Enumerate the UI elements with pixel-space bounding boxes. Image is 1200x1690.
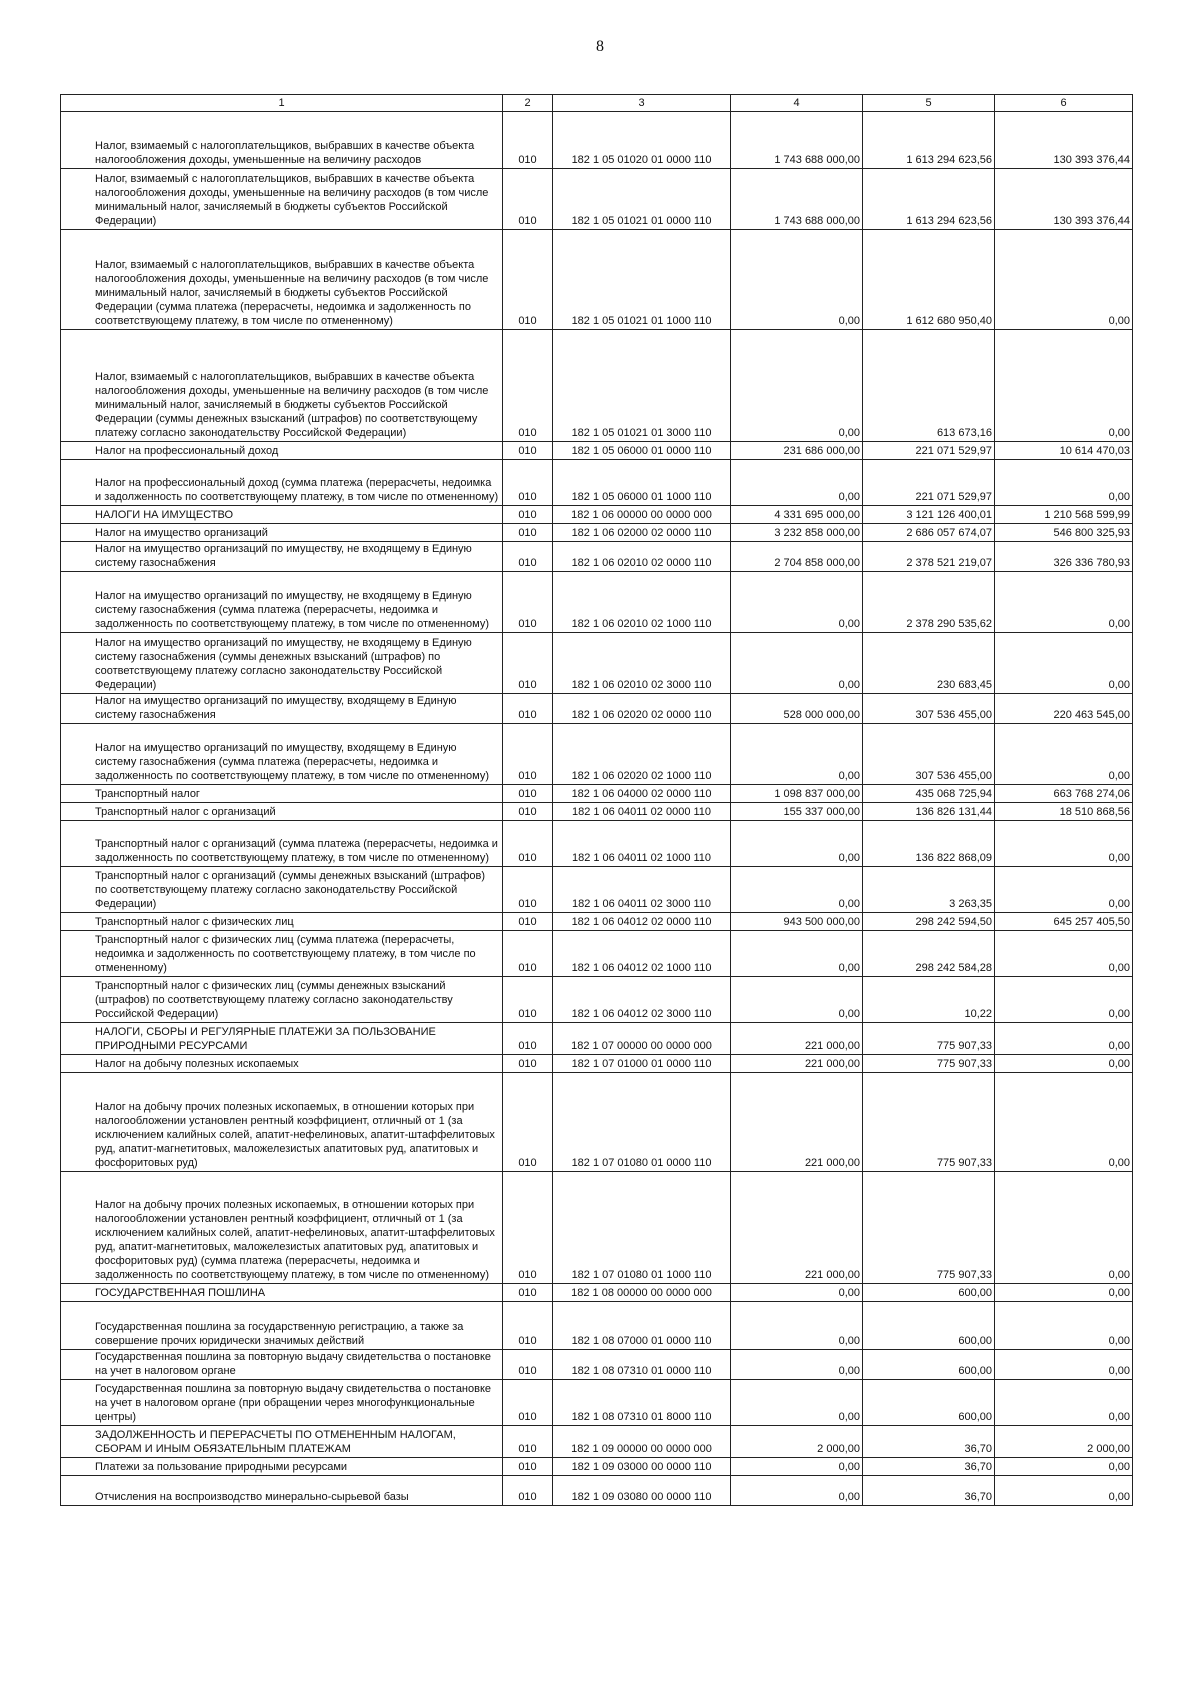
table-row <box>61 1073 1133 1172</box>
row-approved-amount-cell: 528 000 000,00 <box>731 694 863 724</box>
row-executed-amount-cell: 1 612 680 950,40 <box>863 230 995 330</box>
row-name-cell: Налог на имущество организаций <box>61 524 503 542</box>
row-unexecuted-amount-cell: 0,00 <box>995 460 1133 506</box>
table-row <box>61 1476 1133 1506</box>
row-executed-amount-cell: 36,70 <box>863 1458 995 1476</box>
row-approved-amount-cell: 1 098 837 000,00 <box>731 785 863 803</box>
row-executed-amount-cell: 435 068 725,94 <box>863 785 995 803</box>
row-executed-amount-cell: 775 907,33 <box>863 1055 995 1073</box>
row-executed-amount-cell: 600,00 <box>863 1350 995 1380</box>
row-name-cell: Транспортный налог с физических лиц (сумма платежа (перерасчеты, недоимка и задолженность по соответствующему платежу, в том числе по отмененному) <box>61 931 503 977</box>
row-classification-code-cell: 182 1 06 00000 00 0000 000 <box>553 506 731 524</box>
row-approved-amount-cell: 221 000,00 <box>731 1172 863 1284</box>
table-row <box>61 913 1133 931</box>
row-name-cell: Налог, взимаемый с налогоплательщиков, выбравших в качестве объекта налогообложения доходы, уменьшенные на величину расходов (в том числе минимальный налог, зачисляемый в бюджеты субъектов Российской Федерации) <box>61 169 503 230</box>
row-classification-code-cell: 182 1 08 07310 01 0000 110 <box>553 1350 731 1380</box>
row-unexecuted-amount-cell: 0,00 <box>995 1476 1133 1506</box>
row-unexecuted-amount-cell: 130 393 376,44 <box>995 112 1133 169</box>
row-unexecuted-amount-cell: 0,00 <box>995 572 1133 633</box>
table-row <box>61 931 1133 977</box>
row-approved-amount-cell: 0,00 <box>731 1476 863 1506</box>
table-row <box>61 803 1133 821</box>
row-classification-code-cell: 182 1 06 02010 02 1000 110 <box>553 572 731 633</box>
table-row <box>61 1055 1133 1073</box>
table-row <box>61 1172 1133 1284</box>
row-classification-code-cell: 182 1 05 01020 01 0000 110 <box>553 112 731 169</box>
row-name-cell: Налог, взимаемый с налогоплательщиков, выбравших в качестве объекта налогообложения доходы, уменьшенные на величину расходов (в том числе минимальный налог, зачисляемый в бюджеты субъектов Российской Федерации (суммы денежных взысканий (штрафов) по соответствующему платежу согласно законодательству Российской Федерации) <box>61 330 503 442</box>
row-line-code-cell: 010 <box>503 572 553 633</box>
row-line-code-cell: 010 <box>503 330 553 442</box>
row-approved-amount-cell: 231 686 000,00 <box>731 442 863 460</box>
table-row <box>61 1302 1133 1350</box>
row-name-cell: НАЛОГИ, СБОРЫ И РЕГУЛЯРНЫЕ ПЛАТЕЖИ ЗА ПОЛЬЗОВАНИЕ ПРИРОДНЫМИ РЕСУРСАМИ <box>61 1023 503 1055</box>
row-unexecuted-amount-cell: 0,00 <box>995 724 1133 785</box>
table-row <box>61 442 1133 460</box>
row-executed-amount-cell: 298 242 594,50 <box>863 913 995 931</box>
table-row <box>61 1380 1133 1426</box>
row-line-code-cell: 010 <box>503 1023 553 1055</box>
row-name-cell: Налог на имущество организаций по имуществу, не входящему в Единую систему газоснабжения (суммы денежных взысканий (штрафов) по соответствующему платежу согласно законодательству Российской Федерации) <box>61 633 503 694</box>
table-row <box>61 821 1133 867</box>
row-classification-code-cell: 182 1 06 04000 02 0000 110 <box>553 785 731 803</box>
row-name-cell: Государственная пошлина за повторную выдачу свидетельства о постановке на учет в налоговом органе <box>61 1350 503 1380</box>
row-approved-amount-cell: 221 000,00 <box>731 1073 863 1172</box>
row-name-cell: Государственная пошлина за повторную выдачу свидетельства о постановке на учет в налоговом органе (при обращении через многофункциональные центры) <box>61 1380 503 1426</box>
row-approved-amount-cell: 1 743 688 000,00 <box>731 112 863 169</box>
row-line-code-cell: 010 <box>503 1302 553 1350</box>
row-executed-amount-cell: 1 613 294 623,56 <box>863 112 995 169</box>
row-line-code-cell: 010 <box>503 1073 553 1172</box>
row-name-cell: Налог на имущество организаций по имуществу, входящему в Единую систему газоснабжения (сумма платежа (перерасчеты, недоимка и задолженность по соответствующему платежу, в том числе по отмененному) <box>61 724 503 785</box>
row-name-cell: Налог на имущество организаций по имуществу, входящему в Единую систему газоснабжения <box>61 694 503 724</box>
row-executed-amount-cell: 230 683,45 <box>863 633 995 694</box>
row-name-cell: Налог на имущество организаций по имуществу, не входящему в Единую систему газоснабжения <box>61 542 503 572</box>
row-approved-amount-cell: 0,00 <box>731 1458 863 1476</box>
row-unexecuted-amount-cell: 0,00 <box>995 1458 1133 1476</box>
row-name-cell: Транспортный налог с организаций (суммы денежных взысканий (штрафов) по соответствующему платежу согласно законодательству Российской Федерации) <box>61 867 503 913</box>
row-classification-code-cell: 182 1 06 02020 02 0000 110 <box>553 694 731 724</box>
row-name-cell: Налог, взимаемый с налогоплательщиков, выбравших в качестве объекта налогообложения доходы, уменьшенные на величину расходов <box>61 112 503 169</box>
column-header: 5 <box>863 95 995 112</box>
row-line-code-cell: 010 <box>503 542 553 572</box>
row-approved-amount-cell: 0,00 <box>731 230 863 330</box>
row-classification-code-cell: 182 1 06 04012 02 0000 110 <box>553 913 731 931</box>
row-executed-amount-cell: 36,70 <box>863 1476 995 1506</box>
row-approved-amount-cell: 0,00 <box>731 931 863 977</box>
column-header: 6 <box>995 95 1133 112</box>
row-line-code-cell: 010 <box>503 1172 553 1284</box>
row-line-code-cell: 010 <box>503 913 553 931</box>
row-classification-code-cell: 182 1 09 00000 00 0000 000 <box>553 1426 731 1458</box>
row-executed-amount-cell: 775 907,33 <box>863 1023 995 1055</box>
row-name-cell: Транспортный налог с организаций <box>61 803 503 821</box>
row-name-cell: Отчисления на воспроизводство минерально-сырьевой базы <box>61 1476 503 1506</box>
row-executed-amount-cell: 307 536 455,00 <box>863 694 995 724</box>
row-approved-amount-cell: 155 337 000,00 <box>731 803 863 821</box>
row-unexecuted-amount-cell: 645 257 405,50 <box>995 913 1133 931</box>
row-executed-amount-cell: 2 378 290 535,62 <box>863 572 995 633</box>
row-classification-code-cell: 182 1 06 04011 02 3000 110 <box>553 867 731 913</box>
row-line-code-cell: 010 <box>503 169 553 230</box>
row-executed-amount-cell: 1 613 294 623,56 <box>863 169 995 230</box>
table-row <box>61 785 1133 803</box>
row-line-code-cell: 010 <box>503 1476 553 1506</box>
row-executed-amount-cell: 298 242 584,28 <box>863 931 995 977</box>
row-approved-amount-cell: 2 000,00 <box>731 1426 863 1458</box>
row-executed-amount-cell: 10,22 <box>863 977 995 1023</box>
row-approved-amount-cell: 0,00 <box>731 460 863 506</box>
row-name-cell: Транспортный налог <box>61 785 503 803</box>
row-line-code-cell: 010 <box>503 803 553 821</box>
table-row <box>61 867 1133 913</box>
row-unexecuted-amount-cell: 18 510 868,56 <box>995 803 1133 821</box>
row-line-code-cell: 010 <box>503 931 553 977</box>
column-header: 3 <box>553 95 731 112</box>
table-row <box>61 506 1133 524</box>
row-classification-code-cell: 182 1 05 01021 01 3000 110 <box>553 330 731 442</box>
row-executed-amount-cell: 307 536 455,00 <box>863 724 995 785</box>
row-unexecuted-amount-cell: 10 614 470,03 <box>995 442 1133 460</box>
row-classification-code-cell: 182 1 05 06000 01 1000 110 <box>553 460 731 506</box>
row-approved-amount-cell: 221 000,00 <box>731 1023 863 1055</box>
row-approved-amount-cell: 0,00 <box>731 977 863 1023</box>
row-approved-amount-cell: 2 704 858 000,00 <box>731 542 863 572</box>
table-row <box>61 112 1133 169</box>
row-executed-amount-cell: 600,00 <box>863 1284 995 1302</box>
row-classification-code-cell: 182 1 09 03000 00 0000 110 <box>553 1458 731 1476</box>
row-line-code-cell: 010 <box>503 785 553 803</box>
row-unexecuted-amount-cell: 663 768 274,06 <box>995 785 1133 803</box>
row-name-cell: Налог на профессиональный доход <box>61 442 503 460</box>
table-row <box>61 230 1133 330</box>
row-unexecuted-amount-cell: 0,00 <box>995 1380 1133 1426</box>
row-unexecuted-amount-cell: 220 463 545,00 <box>995 694 1133 724</box>
row-executed-amount-cell: 2 378 521 219,07 <box>863 542 995 572</box>
row-name-cell: Налог на добычу прочих полезных ископаемых, в отношении которых при налогообложении установлен рентный коэффициент, отличный от 1 (за исключением калийных солей, апатит-нефелиновых, апатит-штаффелитовых руд, апатит-магнетитовых, маложелезистых апатитовых руд, апатитовых и фосфоритовых руд) (сумма платежа (перерасчеты, недоимка и задолженность по соответствующему платежу, в том числе по отмененному) <box>61 1172 503 1284</box>
table-row <box>61 1458 1133 1476</box>
row-line-code-cell: 010 <box>503 1055 553 1073</box>
row-line-code-cell: 010 <box>503 524 553 542</box>
row-approved-amount-cell: 0,00 <box>731 1284 863 1302</box>
row-unexecuted-amount-cell: 0,00 <box>995 633 1133 694</box>
row-line-code-cell: 010 <box>503 867 553 913</box>
row-executed-amount-cell: 613 673,16 <box>863 330 995 442</box>
row-classification-code-cell: 182 1 07 01000 01 0000 110 <box>553 1055 731 1073</box>
row-approved-amount-cell: 943 500 000,00 <box>731 913 863 931</box>
row-line-code-cell: 010 <box>503 1284 553 1302</box>
row-name-cell: Налог на профессиональный доход (сумма платежа (перерасчеты, недоимка и задолженность по соответствующему платежу, в том числе по отмененному) <box>61 460 503 506</box>
row-line-code-cell: 010 <box>503 112 553 169</box>
table-row <box>61 1350 1133 1380</box>
row-unexecuted-amount-cell: 0,00 <box>995 821 1133 867</box>
row-classification-code-cell: 182 1 06 04012 02 3000 110 <box>553 977 731 1023</box>
row-line-code-cell: 010 <box>503 633 553 694</box>
row-executed-amount-cell: 600,00 <box>863 1380 995 1426</box>
row-approved-amount-cell: 0,00 <box>731 1302 863 1350</box>
table-row <box>61 330 1133 442</box>
row-line-code-cell: 010 <box>503 821 553 867</box>
row-unexecuted-amount-cell: 0,00 <box>995 1302 1133 1350</box>
row-classification-code-cell: 182 1 07 01080 01 1000 110 <box>553 1172 731 1284</box>
row-line-code-cell: 010 <box>503 1458 553 1476</box>
column-number-row <box>61 95 1133 112</box>
row-unexecuted-amount-cell: 546 800 325,93 <box>995 524 1133 542</box>
table-row <box>61 1023 1133 1055</box>
row-unexecuted-amount-cell: 0,00 <box>995 230 1133 330</box>
row-line-code-cell: 010 <box>503 506 553 524</box>
row-executed-amount-cell: 3 263,35 <box>863 867 995 913</box>
table-row <box>61 694 1133 724</box>
row-line-code-cell: 010 <box>503 230 553 330</box>
table-row <box>61 524 1133 542</box>
table-row <box>61 1426 1133 1458</box>
row-classification-code-cell: 182 1 06 04012 02 1000 110 <box>553 931 731 977</box>
row-classification-code-cell: 182 1 06 04011 02 1000 110 <box>553 821 731 867</box>
row-name-cell: Платежи за пользование природными ресурсами <box>61 1458 503 1476</box>
row-name-cell: Государственная пошлина за государственную регистрацию, а также за совершение прочих юридически значимых действий <box>61 1302 503 1350</box>
row-unexecuted-amount-cell: 0,00 <box>995 867 1133 913</box>
column-header: 2 <box>503 95 553 112</box>
row-approved-amount-cell: 0,00 <box>731 330 863 442</box>
table-row <box>61 542 1133 572</box>
row-classification-code-cell: 182 1 05 01021 01 0000 110 <box>553 169 731 230</box>
row-approved-amount-cell: 0,00 <box>731 633 863 694</box>
table-row <box>61 633 1133 694</box>
row-approved-amount-cell: 0,00 <box>731 572 863 633</box>
row-line-code-cell: 010 <box>503 977 553 1023</box>
row-line-code-cell: 010 <box>503 442 553 460</box>
table-row <box>61 977 1133 1023</box>
row-unexecuted-amount-cell: 1 210 568 599,99 <box>995 506 1133 524</box>
row-executed-amount-cell: 221 071 529,97 <box>863 460 995 506</box>
row-unexecuted-amount-cell: 0,00 <box>995 1073 1133 1172</box>
row-name-cell: Налог, взимаемый с налогоплательщиков, выбравших в качестве объекта налогообложения доходы, уменьшенные на величину расходов (в том числе минимальный налог, зачисляемый в бюджеты субъектов Российской Федерации (сумма платежа (перерасчеты, недоимка и задолженность по соответствующему платежу, в том числе по отмененному) <box>61 230 503 330</box>
row-unexecuted-amount-cell: 0,00 <box>995 1055 1133 1073</box>
row-line-code-cell: 010 <box>503 1350 553 1380</box>
row-line-code-cell: 010 <box>503 694 553 724</box>
row-name-cell: ГОСУДАРСТВЕННАЯ ПОШЛИНА <box>61 1284 503 1302</box>
row-classification-code-cell: 182 1 07 00000 00 0000 000 <box>553 1023 731 1055</box>
row-name-cell: Налог на добычу полезных ископаемых <box>61 1055 503 1073</box>
row-executed-amount-cell: 3 121 126 400,01 <box>863 506 995 524</box>
row-name-cell: НАЛОГИ НА ИМУЩЕСТВО <box>61 506 503 524</box>
row-classification-code-cell: 182 1 06 04011 02 0000 110 <box>553 803 731 821</box>
row-classification-code-cell: 182 1 08 07000 01 0000 110 <box>553 1302 731 1350</box>
column-header: 4 <box>731 95 863 112</box>
page-number: 8 <box>596 38 604 55</box>
row-unexecuted-amount-cell: 2 000,00 <box>995 1426 1133 1458</box>
row-unexecuted-amount-cell: 0,00 <box>995 330 1133 442</box>
row-executed-amount-cell: 2 686 057 674,07 <box>863 524 995 542</box>
row-name-cell: Транспортный налог с физических лиц (суммы денежных взысканий (штрафов) по соответствующему платежу согласно законодательству Российской Федерации) <box>61 977 503 1023</box>
row-executed-amount-cell: 775 907,33 <box>863 1073 995 1172</box>
revenue-table <box>60 94 1133 1506</box>
row-approved-amount-cell: 3 232 858 000,00 <box>731 524 863 542</box>
row-unexecuted-amount-cell: 0,00 <box>995 1172 1133 1284</box>
row-unexecuted-amount-cell: 326 336 780,93 <box>995 542 1133 572</box>
row-approved-amount-cell: 0,00 <box>731 724 863 785</box>
row-line-code-cell: 010 <box>503 460 553 506</box>
row-classification-code-cell: 182 1 09 03080 00 0000 110 <box>553 1476 731 1506</box>
row-approved-amount-cell: 0,00 <box>731 1350 863 1380</box>
table-row <box>61 1284 1133 1302</box>
row-name-cell: Налог на имущество организаций по имуществу, не входящему в Единую систему газоснабжения (сумма платежа (перерасчеты, недоимка и задолженность по соответствующему платежу, в том числе по отмененному) <box>61 572 503 633</box>
row-classification-code-cell: 182 1 05 01021 01 1000 110 <box>553 230 731 330</box>
row-classification-code-cell: 182 1 06 02010 02 0000 110 <box>553 542 731 572</box>
row-classification-code-cell: 182 1 06 02010 02 3000 110 <box>553 633 731 694</box>
row-approved-amount-cell: 1 743 688 000,00 <box>731 169 863 230</box>
row-classification-code-cell: 182 1 07 01080 01 0000 110 <box>553 1073 731 1172</box>
row-line-code-cell: 010 <box>503 1426 553 1458</box>
row-name-cell: Транспортный налог с организаций (сумма платежа (перерасчеты, недоимка и задолженность по соответствующему платежу, в том числе по отмененному) <box>61 821 503 867</box>
row-name-cell: Транспортный налог с физических лиц <box>61 913 503 931</box>
row-classification-code-cell: 182 1 06 02020 02 1000 110 <box>553 724 731 785</box>
row-line-code-cell: 010 <box>503 1380 553 1426</box>
row-name-cell: ЗАДОЛЖЕННОСТЬ И ПЕРЕРАСЧЕТЫ ПО ОТМЕНЕННЫМ НАЛОГАМ, СБОРАМ И ИНЫМ ОБЯЗАТЕЛЬНЫМ ПЛАТЕЖАМ <box>61 1426 503 1458</box>
row-unexecuted-amount-cell: 130 393 376,44 <box>995 169 1133 230</box>
row-classification-code-cell: 182 1 08 00000 00 0000 000 <box>553 1284 731 1302</box>
row-approved-amount-cell: 0,00 <box>731 1380 863 1426</box>
table-row <box>61 169 1133 230</box>
row-unexecuted-amount-cell: 0,00 <box>995 1350 1133 1380</box>
row-classification-code-cell: 182 1 05 06000 01 0000 110 <box>553 442 731 460</box>
row-unexecuted-amount-cell: 0,00 <box>995 931 1133 977</box>
row-executed-amount-cell: 136 822 868,09 <box>863 821 995 867</box>
row-executed-amount-cell: 36,70 <box>863 1426 995 1458</box>
row-name-cell: Налог на добычу прочих полезных ископаемых, в отношении которых при налогообложении установлен рентный коэффициент, отличный от 1 (за исключением калийных солей, апатит-нефелиновых, апатит-штаффелитовых руд, апатит-магнетитовых, маложелезистых апатитовых руд, апатитовых и фосфоритовых руд) <box>61 1073 503 1172</box>
row-executed-amount-cell: 600,00 <box>863 1302 995 1350</box>
row-unexecuted-amount-cell: 0,00 <box>995 1284 1133 1302</box>
row-executed-amount-cell: 775 907,33 <box>863 1172 995 1284</box>
table-row <box>61 572 1133 633</box>
row-line-code-cell: 010 <box>503 724 553 785</box>
row-unexecuted-amount-cell: 0,00 <box>995 1023 1133 1055</box>
row-unexecuted-amount-cell: 0,00 <box>995 977 1133 1023</box>
row-classification-code-cell: 182 1 08 07310 01 8000 110 <box>553 1380 731 1426</box>
table-row <box>61 724 1133 785</box>
row-classification-code-cell: 182 1 06 02000 02 0000 110 <box>553 524 731 542</box>
column-header: 1 <box>61 95 503 112</box>
row-approved-amount-cell: 221 000,00 <box>731 1055 863 1073</box>
row-approved-amount-cell: 0,00 <box>731 867 863 913</box>
table-row <box>61 460 1133 506</box>
row-approved-amount-cell: 0,00 <box>731 821 863 867</box>
row-executed-amount-cell: 136 826 131,44 <box>863 803 995 821</box>
row-executed-amount-cell: 221 071 529,97 <box>863 442 995 460</box>
row-approved-amount-cell: 4 331 695 000,00 <box>731 506 863 524</box>
